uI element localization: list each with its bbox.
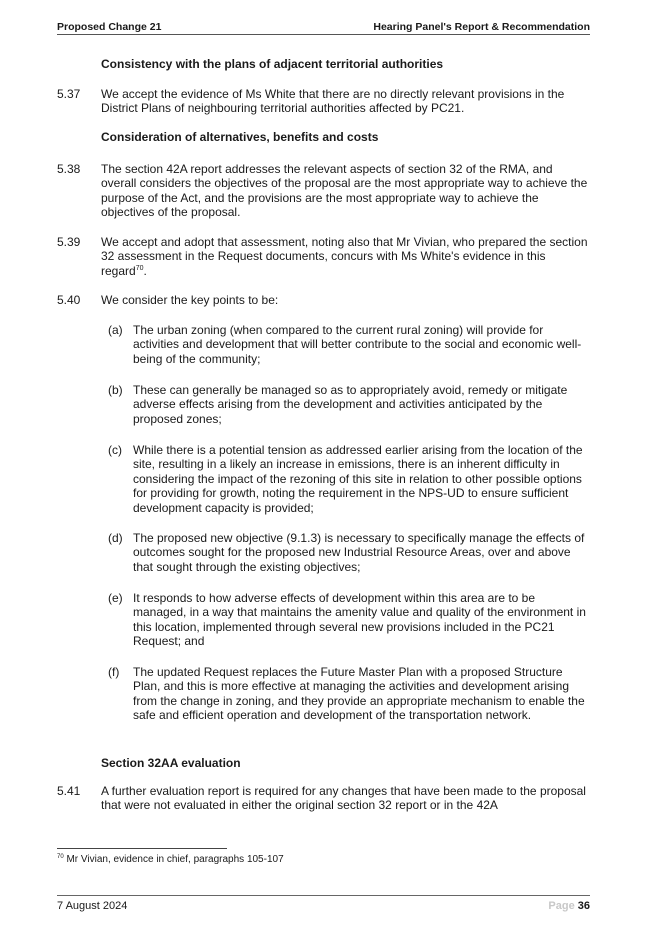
paragraph-text: We consider the key points to be: — [101, 293, 279, 307]
list-item-text: The urban zoning (when compared to the current rural zoning) will provide for activities and development that will better contribute to the social and economic well-being of the community; — [133, 323, 582, 366]
footer-page-indicator — [548, 900, 590, 912]
list-item-text: These can generally be managed so as to appropriately avoid, remedy or mitigate adverse effects arising from the development and activities anticipated by the proposed zones; — [133, 383, 568, 426]
list-item-label: (f) — [108, 665, 120, 679]
list-item-text: The updated Request replaces the Future Master Plan with a proposed Structure Plan, and this is more effective at managing the activities and development arising from the change in zoning, and they provide an appropriate mechanism to enable the safe and efficient operation and development of the transportation network. — [133, 665, 585, 723]
list-item-label: (a) — [108, 323, 123, 337]
paragraph-text: The section 42A report addresses the relevant aspects of section 32 of the RMA, and overall considers the objectives of the proposal are the most appropriate way to achieve the purpose of the Act, and the provisions are the most appropriate way to achieve the objectives of the proposal. — [101, 162, 588, 220]
footer-divider — [57, 895, 590, 896]
paragraph-number: 5.38 — [57, 162, 81, 176]
list-item-label: (c) — [108, 443, 122, 457]
page-header — [57, 20, 590, 35]
footnote-separator — [57, 848, 227, 849]
heading-alternatives: Consideration of alternatives, benefits and costs — [101, 130, 379, 144]
paragraph-number: 5.39 — [57, 235, 81, 249]
header-report-title: Hearing Panel's Report & Recommendation — [373, 21, 590, 33]
header-document-title: Proposed Change 21 — [57, 21, 162, 33]
paragraph-text: A further evaluation report is required for any changes that have been made to the proposal that were not evaluated in either the original section 32 report or in the 42A — [101, 784, 586, 813]
paragraph-number: 5.40 — [57, 293, 81, 307]
paragraph-text — [101, 235, 590, 278]
list-item-text: The proposed new objective (9.1.3) is necessary to specifically manage the effects of outcomes sought for the proposed new Industrial Resource Areas, over and above that sought through the existing objectives; — [133, 531, 585, 574]
footnote-reference: 70 — [135, 264, 144, 272]
heading-consistency: Consistency with the plans of adjacent territorial authorities — [101, 57, 444, 71]
paragraph-text: We accept the evidence of Ms White that there are no directly relevant provisions in the District Plans of neighbouring territorial authorities affected by PC21. — [101, 87, 565, 116]
paragraph-number: 5.41 — [57, 784, 81, 798]
footer-date: 7 August 2024 — [57, 900, 128, 912]
paragraph-body: We accept and adopt that assessment, noting also that Mr Vivian, who prepared the section 32 assessment in the Request documents, concurs with Ms White's evidence in this regard — [101, 235, 588, 278]
footnote-text: Mr Vivian, evidence in chief, paragraphs 105-107 — [66, 854, 284, 865]
page-number: 36 — [577, 900, 590, 912]
paragraph-end-punctuation: . — [143, 263, 147, 278]
paragraph-number: 5.37 — [57, 87, 81, 101]
list-item-label: (b) — [108, 383, 123, 397]
list-item-text: While there is a potential tension as addressed earlier arising from the location of the site, resulting in a likely an increase in emissions, there is an inherent difficulty in considering the impact of the rezoning of this site in relation to other possible options for providing for growth, noting the requirement in the NPS-UD to ensure sufficient development capacity is provided; — [133, 443, 583, 515]
list-item-text: It responds to how adverse effects of development within this area are to be managed, in a way that maintains the amenity value and quality of the environment in this location, implemented through several new provisions included in the PC21 Request; and — [133, 591, 586, 649]
heading-section-32aa: Section 32AA evaluation — [101, 756, 241, 770]
page-label: Page — [548, 900, 575, 912]
footnote — [57, 854, 284, 865]
footnote-number: 70 — [57, 854, 64, 860]
list-item-label: (d) — [108, 531, 123, 545]
list-item-label: (e) — [108, 591, 123, 605]
